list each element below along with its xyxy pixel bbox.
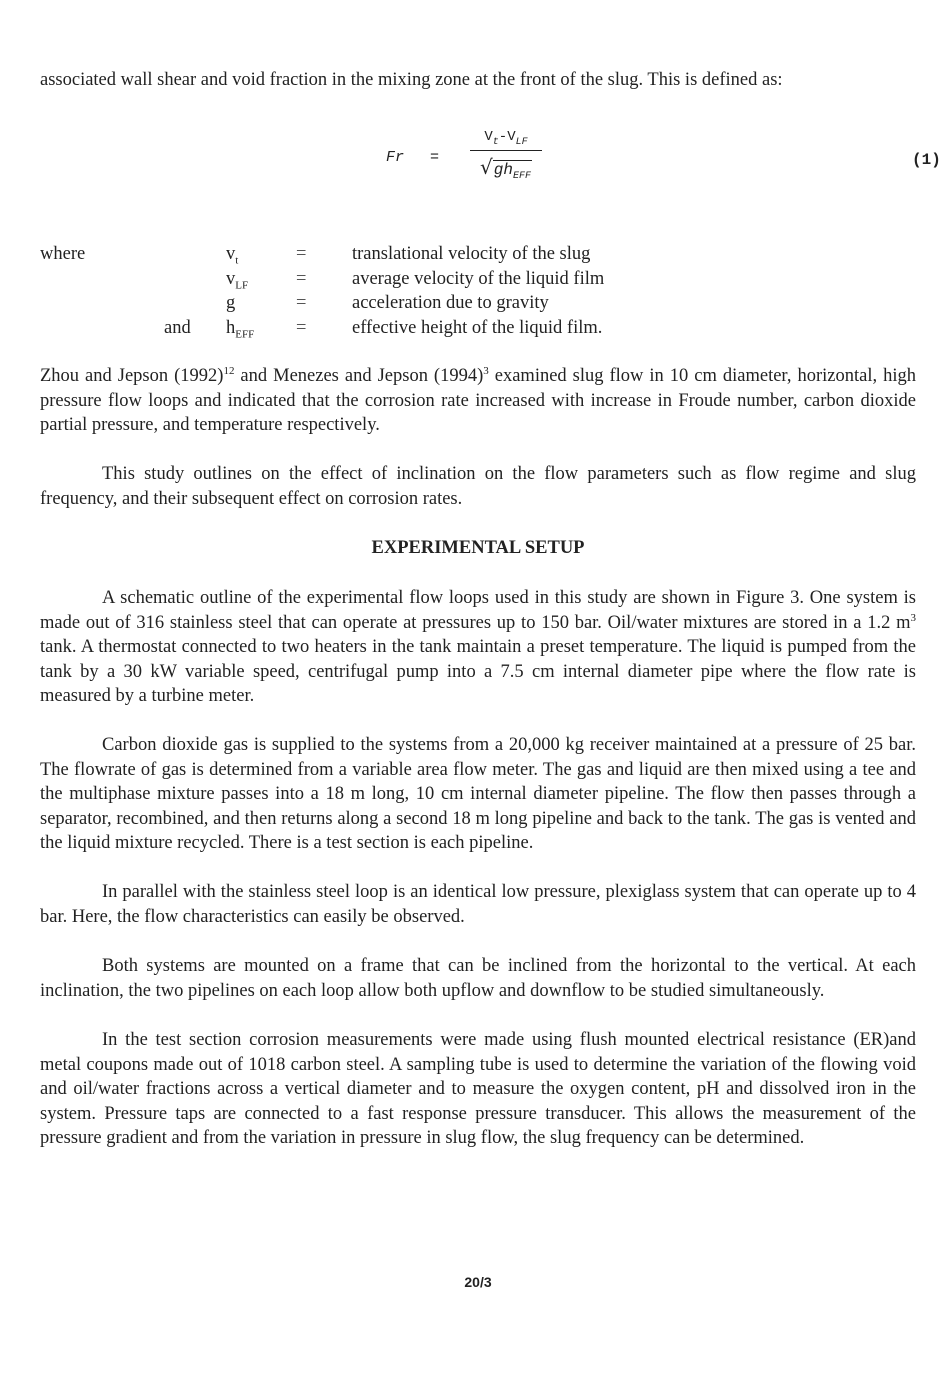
and-label: and (164, 317, 191, 338)
definition-text: effective height of the liquid film. (352, 317, 603, 338)
citation: 12 (223, 364, 235, 377)
radicand: $gh_{EFF}$ (493, 161, 531, 183)
equation-lhs: Fr (386, 149, 405, 166)
page-number: 20/3 (464, 1274, 492, 1290)
radical-icon: √ (480, 155, 493, 179)
froude-equation (386, 128, 941, 200)
where-label: where (40, 244, 86, 264)
definition-row: and $h_{EFF}$ = effective height of the liquid film. (40, 316, 916, 341)
variable-definitions (40, 242, 916, 340)
paragraph-plexiglass: In parallel with the stainless steel loop is an identical low pressure, plexiglass system that can operate up to 4 bar. Here, the flow characteristics can easily be observed. (40, 882, 916, 927)
paragraph-study-outline: This study outlines on the effect of inclination on the flow parameters such as flow regime and slug frequency, and their subsequent effect on corrosion rates. (40, 464, 916, 509)
definition-row: $v_{LF}$ = average velocity of the liquid film (40, 267, 916, 292)
definition-text: acceleration due to gravity (352, 293, 549, 314)
paragraph-inclination: Both systems are mounted on a frame that can be inclined from the horizontal to the vertical. At each inclination, the two pipelines on each loop allow both upflow and downflow to be studied simultaneously. (40, 956, 916, 1001)
equation-equals: = (430, 149, 440, 166)
equation-denominator (466, 151, 546, 190)
definition-symbol: $v_t$ (226, 244, 239, 267)
definition-text: translational velocity of the slug (352, 244, 591, 264)
definition-row: where $v_t$ = translational velocity of the slug (40, 242, 916, 267)
paragraph-gas-supply: Carbon dioxide gas is supplied to the systems from a 20,000 kg receiver maintained at a pressure of 25 bar. The flowrate of gas is determined from a variable area flow meter. The gas and liquid are then mixed using a tee and the multiphase mixture passes into a 18 m long, 10 cm internal diameter pipeline. The flow then passes through a separator, recombined, and then returns along a second 18 m long pipeline and back to the tank. The gas is vented and the liquid mixture recycled. There is a test section is each pipeline. (40, 735, 916, 854)
paragraph-literature: Zhou and Jepson $(1992)^{12}$ and Menezes and Jepson $(1994)^3$ examined slug flow in 10 cm diameter, horizontal, high pressure flow loops and indicated that the corrosion rate increased with increase in Froude number, carbon dioxide partial pressure, and temperature respectively. (40, 364, 916, 436)
definition-symbol: g (226, 293, 236, 314)
intro-text: associated wall shear and void fraction in the mixing zone at the front of the slug. This is defined as: (40, 70, 783, 90)
citation: 3 (483, 364, 489, 377)
definition-row: g = acceleration due to gravity (40, 291, 916, 316)
equation-numerator: $V_t-V_{LF}$ (484, 129, 528, 148)
definition-symbol: $v_{LF}$ (226, 268, 249, 292)
section-heading: EXPERIMENTAL SETUP (371, 538, 585, 558)
definition-symbol: $h_{EFF}$ (226, 317, 255, 341)
paragraph-setup: A schematic outline of the experimental flow loops used in this study are shown in Figure 3. One system is made out of 316 stainless steel that can operate at pressures up to 150 bar. Oil/water mixtures are stored in a 1.2 $m^3$ tank. A thermostat connected to two heaters in the tank maintain a preset temperature. The liquid is pumped from the tank by a 30 kW variable speed, centrifugal pump into a 7.5 cm internal diameter pipe where the flow rate is measured by a turbine meter. (40, 588, 916, 707)
paragraph-measurements: In the test section corrosion measurements were made using flush mounted electrical resistance (ER)and metal coupons made out of 1018 carbon steel. A sampling tube is used to determine the variation of the flowing void and oil/water fractions across a vertical diameter and to measure the oxygen content, pH and dissolved iron in the system. Pressure taps are connected to a fast response pressure transducer. This allows the measurement of the pressure gradient and from the variation in pressure in slug flow, the slug frequency can be determined. (40, 1030, 916, 1149)
definition-text: average velocity of the liquid film (352, 268, 605, 289)
equation-fraction (466, 128, 546, 190)
equation-number: (1) (912, 151, 941, 169)
